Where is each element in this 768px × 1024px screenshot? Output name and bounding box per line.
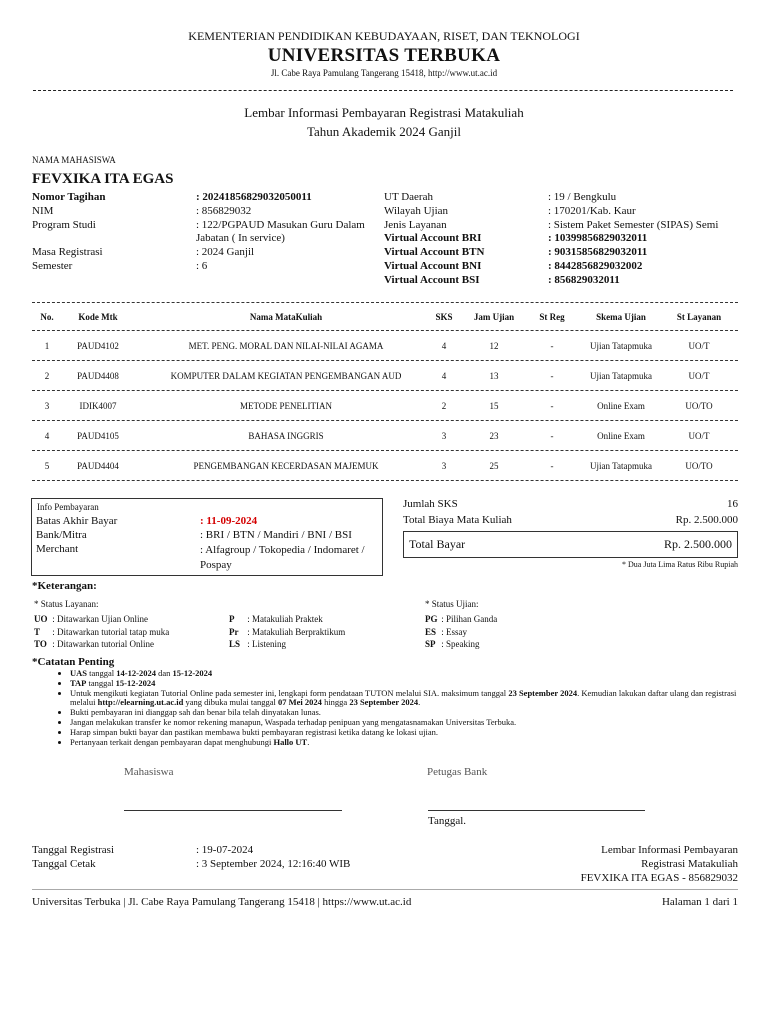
deadline-value: : 11-09-2024 [200,515,258,527]
footer-address: Universitas Terbuka | Jl. Cabe Raya Pamulang Tangerang 15418 | https://www.ut.ac.id [32,896,412,908]
table-cell: MET. PENG. MORAL DAN NILAI-NILAI AGAMA [188,340,384,351]
table-cell: 4 [441,370,447,381]
table-cell: UO/TO [685,460,713,471]
table-cell: 3 [441,460,447,471]
note-contact: • Pertanyaan terkait dengan pembayaran dapat menghubungi Hallo UT. [70,738,738,748]
table-cell: Online Exam [597,430,645,441]
table-cell: 2 [441,400,447,411]
footer-divider [32,889,738,890]
table-cell: 3 [441,430,447,441]
page-number: Halaman 1 dari 1 [661,896,738,908]
table-cell: UO/T [688,370,710,381]
right-row [384,246,744,260]
bank-label: Bank/Mitra [36,529,87,541]
total-payment-box [403,531,738,558]
table-cell: - [550,460,554,471]
table-row [32,361,738,391]
note-tuton: • Untuk mengikuti kegiatan Tutorial Online pada semester ini, lengkapi form pendataan TUTON melalui SIA. maksimum tanggal 23 September 2024. Kemudian lakukan daftar ulang dan registrasi melalui http://elearning.ut.ac.id yang dibuka mulai tanggal 07 Mei 2024 hingga 23 September 2024. [70,689,738,709]
service-status-col1 [34,613,169,651]
table-row [32,391,738,421]
merchant-value: : Alfagroup / Tokopedia / Indomaret / Pospay [200,544,365,571]
footer-doc-title-2: Registrasi Matakuliah [641,858,738,870]
table-cell: UO/T [688,340,710,351]
note-tap: • TAP tanggal 15-12-2024 [70,679,738,689]
legend-item: LS : Listening [229,639,286,649]
table-cell: 3 [44,400,50,411]
right-label: Virtual Account BTN [384,246,485,259]
table-cell: 12 [489,340,499,351]
right-value: : 19 / Bengkulu [548,191,617,203]
right-row [384,219,744,233]
table-cell: Ujian Tatapmuka [590,460,652,471]
left-label: Program Studi [32,218,96,231]
footer-doc-title-1: Lembar Informasi Pembayaran [601,844,738,856]
table-cell: - [550,370,554,381]
payment-box-title: Info Pembayaran [37,502,99,512]
table-header-row [32,302,738,331]
left-value: : 122/PGPAUD Masukan Guru Dalam Jabatan ( In service) [196,218,365,245]
ministry-name: KEMENTERIAN PENDIDIKAN KEBUDAYAAN, RISET, DAN TEKNOLOGI [188,29,580,43]
right-label: UT Daerah [384,191,433,203]
right-value: : 170201/Kab. Kaur [548,204,636,217]
table-cell: UO/TO [685,400,713,411]
total-in-words: * Dua Juta Lima Ratus Ribu Rupiah [622,560,738,569]
legend-title: *Keterangan: [32,580,97,592]
legend-item: UO : Ditawarkan Ujian Online [34,614,148,624]
table-cell: KOMPUTER DALAM KEGIATAN PENGEMBANGAN AUD [170,370,402,381]
table-header-cell: Kode Mtk [78,311,118,322]
total-payment-value: Rp. 2.500.000 [663,537,732,551]
document-title: Lembar Informasi Pembayaran Registrasi Matakuliah [244,105,524,120]
right-label: Virtual Account BNI [384,259,482,272]
legend-item: T : Ditawarkan tutorial tatap muka [34,626,170,637]
bank-value: : BRI / BTN / Mandiri / BNI / BSI [200,529,352,541]
table-cell: 5 [44,460,50,471]
legend-item: Pr : Matakuliah Berpraktikum [229,626,346,637]
table-cell: IDIK4007 [79,400,117,411]
legend-item: ES : Essay [425,626,467,637]
table-cell: Online Exam [597,400,645,411]
table-header-cell: SKS [435,311,453,322]
print-date-value: : 3 September 2024, 12:16:40 WIB [196,858,351,870]
table-row [32,421,738,451]
table-cell: PAUD4408 [77,370,119,381]
table-header-cell: Nama MataKuliah [249,311,323,322]
total-payment-label: Total Bayar [409,537,466,551]
legend-item: PG : Pilihan Ganda [425,614,498,624]
payment-info-box [31,498,383,576]
table-cell: 1 [44,340,50,351]
right-label: Virtual Account BSI [384,273,480,286]
right-value: : 8442856829032002 [548,259,643,272]
table-row [32,331,738,361]
course-table [32,302,738,481]
right-label: Wilayah Ujian [384,204,449,217]
left-row [32,191,372,205]
table-header-cell: St Layanan [676,311,722,322]
left-row [32,246,372,260]
university-address: Jl. Cabe Raya Pamulang Tangerang 15418, http://www.ut.ac.id [270,68,498,78]
table-cell: PAUD4105 [77,430,119,441]
notes-title: *Catatan Penting [32,656,115,668]
table-cell: - [550,340,554,351]
exam-status-title: * Status Ujian: [425,599,479,609]
right-row [384,232,744,246]
elearning-link[interactable]: http://elearning.ut.ac.id [97,697,184,708]
student-signature-label: Mahasiswa [124,766,174,778]
left-row [32,205,372,219]
table-header-cell: Jam Ujian [473,311,515,322]
note-valid-proof: • Bukti pembayaran ini dianggap sah dan benar bila telah dinyatakan lunas. [70,708,738,718]
right-row [384,260,744,274]
table-cell: - [550,400,554,411]
table-cell: Ujian Tatapmuka [590,370,652,381]
academic-year: Tahun Akademik 2024 Ganjil [307,124,461,139]
left-label: Nomor Tagihan [32,191,106,203]
right-row [384,274,744,288]
left-label: Semester [32,259,73,272]
right-value: : 856829032011 [548,273,620,286]
table-cell: 2 [44,370,50,381]
merchant-label: Merchant [36,543,79,555]
left-value: : 6 [196,259,208,272]
legend-item: P : Matakuliah Praktek [229,614,323,624]
note-fraud-warning: • Jangan melakukan transfer ke nomor rekening manapun, Waspada terhadap penipuan yang mengatasnamakan Universitas Terbuka. [70,718,738,728]
legend-item: TO : Ditawarkan tutorial Online [34,639,154,649]
table-cell: 15 [489,400,499,411]
student-signature-line [124,810,342,811]
bank-signature-line [428,810,645,811]
university-name: UNIVERSITAS TERBUKA [267,45,501,66]
left-value: : 856829032 [196,204,252,217]
service-status-col2 [229,613,345,651]
left-label: Masa Registrasi [32,246,103,259]
right-value: : Sistem Paket Semester (SIPAS) Semi [548,218,719,231]
exam-status-list [425,613,497,651]
table-header-cell: Skema Ujian [596,311,646,322]
student-info-left [32,191,372,274]
right-row [384,205,744,219]
table-cell: Ujian Tatapmuka [590,340,652,351]
student-name: FEVXIKA ITA EGAS [32,171,174,187]
registration-date-label: Tanggal Registrasi [32,844,115,856]
table-cell: PENGEMBANGAN KECERDASAN MAJEMUK [193,460,379,471]
table-header-cell: St Reg [539,311,565,322]
notes-list [32,669,738,747]
table-row [32,451,738,481]
table-cell: METODE PENELITIAN [239,400,333,411]
left-row [32,219,372,247]
signature-date-label: Tanggal. [428,815,467,827]
left-label: NIM [32,204,54,217]
left-row [32,260,372,274]
table-header-cell: No. [40,311,54,322]
table-cell: BAHASA INGGRIS [248,430,324,441]
right-label: Jenis Layanan [384,218,447,231]
footer-student-id: FEVXIKA ITA EGAS - 856829032 [580,872,738,884]
table-cell: 23 [489,430,499,441]
left-value: : 20241856829032050011 [196,191,312,203]
table-cell: PAUD4102 [77,340,119,351]
table-cell: - [550,430,554,441]
table-cell: UO/T [688,430,710,441]
table-cell: 25 [489,460,499,471]
right-value: : 10399856829032011 [548,232,648,245]
table-cell: 4 [44,430,50,441]
right-value: : 90315856829032011 [548,246,648,259]
legend-item: SP : Speaking [425,639,480,649]
total-sks-label: Jumlah SKS [403,498,458,510]
deadline-label: Batas Akhir Bayar [36,515,118,527]
service-status-title: * Status Layanan: [34,599,99,609]
print-date-label: Tanggal Cetak [32,858,96,870]
header-divider [33,90,733,91]
note-uas: • UAS tanggal 14-12-2024 dan 15-12-2024 [70,669,738,679]
registration-date-value: : 19-07-2024 [196,844,254,856]
left-value: : 2024 Ganjil [196,246,255,259]
right-row [384,191,744,205]
note-keep-proof: • Harap simpan bukti bayar dan pastikan membawa bukti pembayaran registrasi ketika datang ke lokasi ujian. [70,728,738,738]
total-cost-value: Rp. 2.500.000 [675,514,738,526]
total-cost-label: Total Biaya Mata Kuliah [403,514,512,526]
right-label: Virtual Account BRI [384,232,482,245]
table-cell: PAUD4404 [77,460,119,471]
table-cell: 13 [489,370,499,381]
table-cell: 4 [441,340,447,351]
bank-officer-signature-label: Petugas Bank [427,766,488,778]
total-sks-value: 16 [727,498,738,510]
student-info-right [384,191,744,288]
student-name-label: NAMA MAHASISWA [32,155,116,165]
